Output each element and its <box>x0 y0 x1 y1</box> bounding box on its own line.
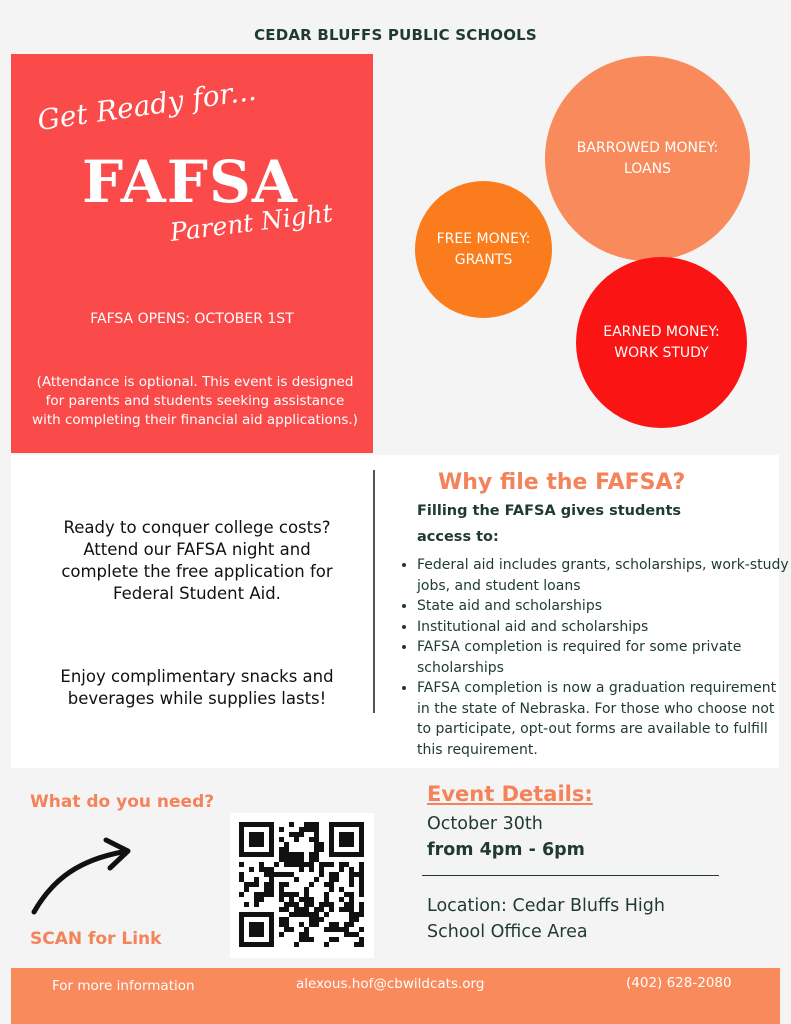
school-name: CEDAR BLUFFS PUBLIC SCHOOLS <box>254 26 537 44</box>
event-location: Location: Cedar Bluffs High School Office Area <box>427 896 665 942</box>
why-list <box>396 555 791 760</box>
hero-title: FAFSA <box>82 148 298 216</box>
loans-circle-line2: LOANS <box>623 160 671 177</box>
event-divider <box>422 875 719 876</box>
list-item: • FAFSA completion is required for some private scholarships <box>417 637 791 678</box>
why-intro: Filling the FAFSA gives students access to: <box>417 503 682 545</box>
scan-label: SCAN for Link <box>30 929 162 949</box>
grants-circle-line1: FREE MONEY: <box>436 230 531 247</box>
loans-circle-line1: BARROWED MONEY: <box>576 139 719 156</box>
vertical-divider <box>373 470 375 713</box>
work-circle-line2: WORK STUDY <box>614 344 709 361</box>
grants-circle <box>415 181 552 318</box>
footer-email-link[interactable]: alexous.hof@cbwildcats.org <box>296 976 485 992</box>
snacks-paragraph: Enjoy complimentary snacks and beverages while supplies lasts! <box>60 667 334 708</box>
list-item: • State aid and scholarships <box>417 596 791 617</box>
qr-code[interactable] <box>230 813 374 958</box>
intro-paragraph: Ready to conquer college costs? Attend our FAFSA night and complete the free application for Federal Student Aid. <box>61 518 333 603</box>
event-date: October 30th <box>427 814 543 834</box>
need-heading: What do you need? <box>30 792 215 812</box>
work-circle-line1: EARNED MONEY: <box>603 323 720 340</box>
list-item: • FAFSA completion is now a graduation requirement in the state of Nebraska. For those who choose not to participate, opt-out forms are available to fulfill this requirement. <box>417 678 791 760</box>
hero-script-bottom: Parent Night <box>168 198 335 247</box>
grants-circle-line2: GRANTS <box>454 251 513 268</box>
attendance-note: (Attendance is optional. This event is designed for parents and students seeking assistance with completing their financial aid applications.) <box>32 374 358 428</box>
loans-circle <box>545 56 750 261</box>
footer-phone[interactable]: (402) 628-2080 <box>626 975 732 991</box>
fafsa-opens-date: FAFSA OPENS: OCTOBER 1ST <box>90 311 294 327</box>
hero-script-top: Get Ready for... <box>35 73 259 137</box>
work-study-circle <box>576 257 747 428</box>
footer-more-info: For more information <box>52 978 195 994</box>
list-item: • Institutional aid and scholarships <box>417 617 791 638</box>
why-heading: Why file the FAFSA? <box>438 470 686 495</box>
list-item: • Federal aid includes grants, scholarships, work-study jobs, and student loans <box>417 555 791 596</box>
event-details-heading: Event Details: <box>427 782 593 806</box>
arrow-icon <box>26 832 136 922</box>
event-time: from 4pm - 6pm <box>427 840 585 860</box>
